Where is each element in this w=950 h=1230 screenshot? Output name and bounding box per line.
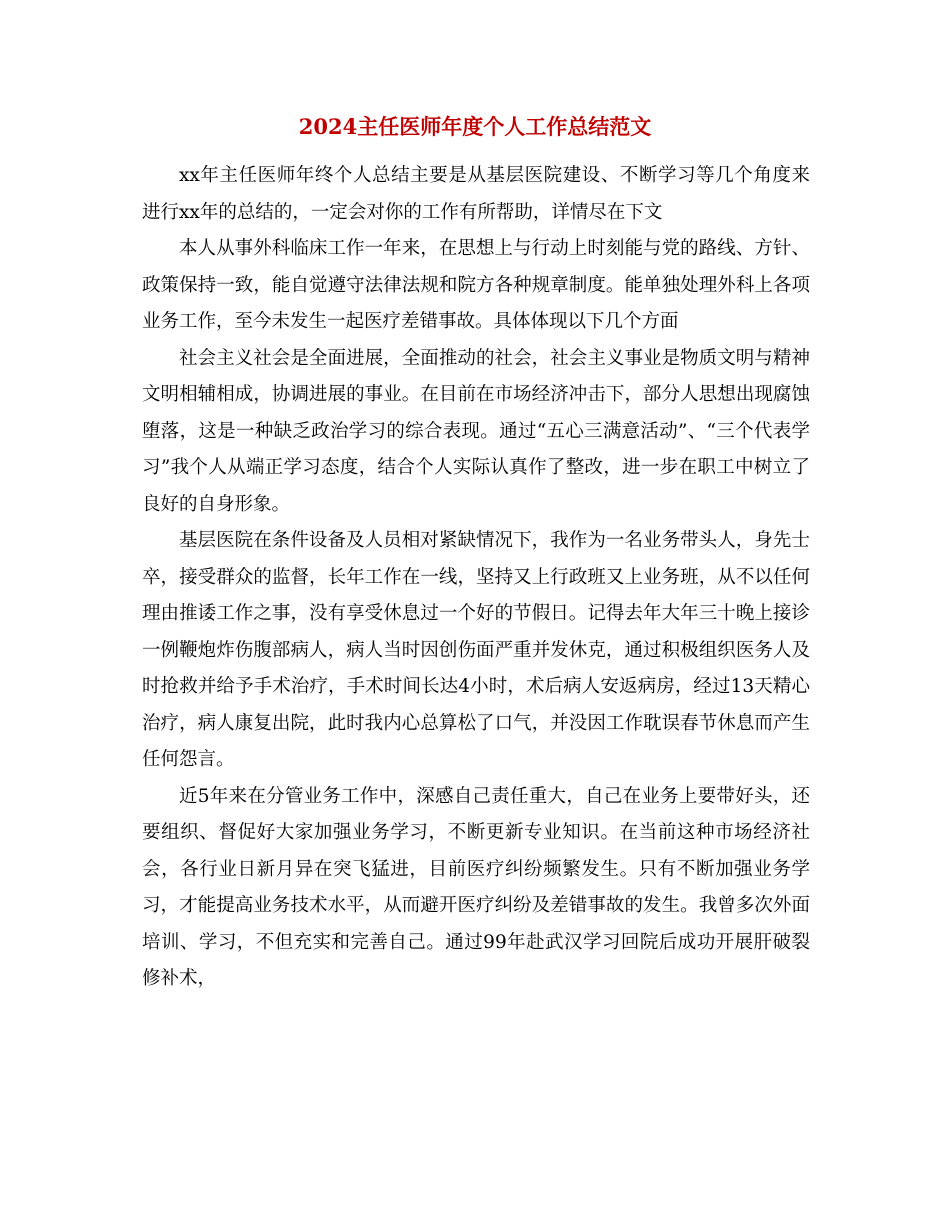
paragraph-intro: xx年主任医师年终个人总结主要是从基层医院建设、不断学习等几个角度来进行xx年的总结的，一定会对你的工作有所帮助，详情尽在下文 [142,165,810,223]
document-title: 2024主任医师年度个人工作总结范文 [298,114,652,139]
paragraph-work-overview: 本人从事外科临床工作一年来，在思想上与行动上时刻能与党的路线、方针、政策保持一致，能自觉遵守法律法规和院方各种规章制度。能单独处理外科上各项业务工作，至今未发生一起医疗差错事故。具体体现以下几个方面 [142,238,810,332]
paragraph-professional-study: 近5年来在分管业务工作中，深感自己责任重大，自己在业务上要带好头，还要组织、督促好大家加强业务学习，不断更新专业知识。在当前这种市场经济社会，各行业日新月异在突飞猛进，目前医疗纠纷频繁发生。只有不断加强业务学习，才能提高业务技术水平，从而避开医疗纠纷及差错事故的发生。我曾多次外面培训、学习，不但充实和完善自己。通过99年赴武汉学习回院后成功开展肝破裂修补术， [142,785,810,989]
paragraph-frontline-work: 基层医院在条件设备及人员相对紧缺情况下，我作为一名业务带头人，身先士卒，接受群众的监督，长年工作在一线，坚持又上行政班又上业务班，从不以任何理由推诿工作之事，没有享受休息过一个好的节假日。记得去年大年三十晚上接诊一例鞭炮炸伤腹部病人，病人当时因创伤面严重并发休克，通过积极组织医务人及时抢救并给予手术治疗，手术时间长达4小时，术后病人安返病房，经过13天精心治疗，病人康复出院，此时我内心总算松了口气，并没因工作耽误春节休息而产生任何怨言。 [142,530,810,770]
paragraph-political-study: 社会主义社会是全面进展，全面推动的社会，社会主义事业是物质文明与精神文明相辅相成，协调进展的事业。在目前在市场经济冲击下，部分人思想出现腐蚀堕落，这是一种缺乏政治学习的综合表现。通过“五心三满意活动”、“三个代表学习”我个人从端正学习态度，结合个人实际认真作了整改，进一步在职工中树立了良好的自身形象。 [142,347,810,515]
document-body [142,158,810,998]
